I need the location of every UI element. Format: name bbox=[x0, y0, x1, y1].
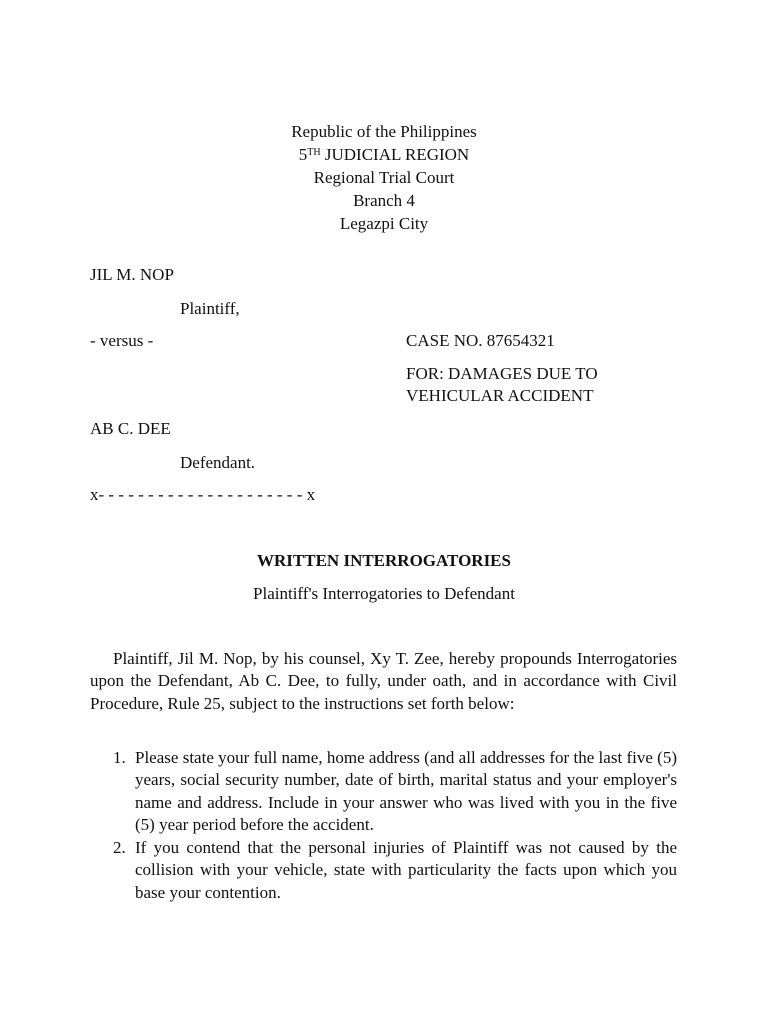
header-republic: Republic of the Philippines bbox=[291, 122, 477, 141]
plaintiff-name: JIL M. NOP bbox=[90, 265, 174, 284]
interrogatory-text: If you contend that the personal injuries of Plaintiff was not caused by the collision with your vehicle, state with particularity the facts upon which you base your contention. bbox=[135, 838, 677, 902]
header-region-label: JUDICIAL REGION bbox=[320, 145, 470, 164]
plaintiff-role: Plaintiff, bbox=[180, 299, 240, 318]
interrogatory-list bbox=[90, 747, 677, 905]
header-court: Regional Trial Court bbox=[313, 168, 455, 187]
document-title: WRITTEN INTERROGATORIES bbox=[257, 551, 511, 570]
caption-separator: x- - - - - - - - - - - - - - - - - - - - - x bbox=[90, 485, 316, 504]
case-nature-line1: FOR: DAMAGES DUE TO bbox=[406, 364, 598, 383]
header-city: Legazpi City bbox=[339, 214, 429, 233]
document-subtitle: Plaintiff's Interrogatories to Defendant bbox=[253, 584, 515, 603]
interrogatory-item bbox=[90, 747, 677, 836]
header-branch: Branch 4 bbox=[353, 191, 415, 210]
versus-label: - versus - bbox=[90, 331, 154, 350]
defendant-role: Defendant. bbox=[180, 453, 256, 472]
case-number: CASE NO. 87654321 bbox=[406, 331, 555, 350]
interrogatory-number: 2. bbox=[113, 838, 126, 858]
defendant-name: AB C. DEE bbox=[90, 419, 171, 438]
header-region-ordinal: TH bbox=[307, 147, 321, 158]
interrogatory-item bbox=[90, 837, 677, 904]
case-nature-line2: VEHICULAR ACCIDENT bbox=[406, 386, 594, 405]
header-region-number: 5 bbox=[298, 145, 308, 164]
interrogatory-number: 1. bbox=[113, 748, 126, 767]
header-judicial-region bbox=[0, 144, 768, 167]
intro-paragraph: Plaintiff, Jil M. Nop, by his counsel, Xy T. Zee, hereby propounds Interrogatories upon the Defendant, Ab C. Dee, to fully, under oath, and in accordance with Civil Procedure, Rule 25, subject to the instructions set forth below: bbox=[90, 649, 677, 713]
interrogatory-text: Please state your full name, home address (and all addresses for the last five (5) years, social security number, date of birth, marital status and your employer's name and address. Include in your answer who was lived with you in the five (5) year period before the accident. bbox=[135, 748, 677, 834]
